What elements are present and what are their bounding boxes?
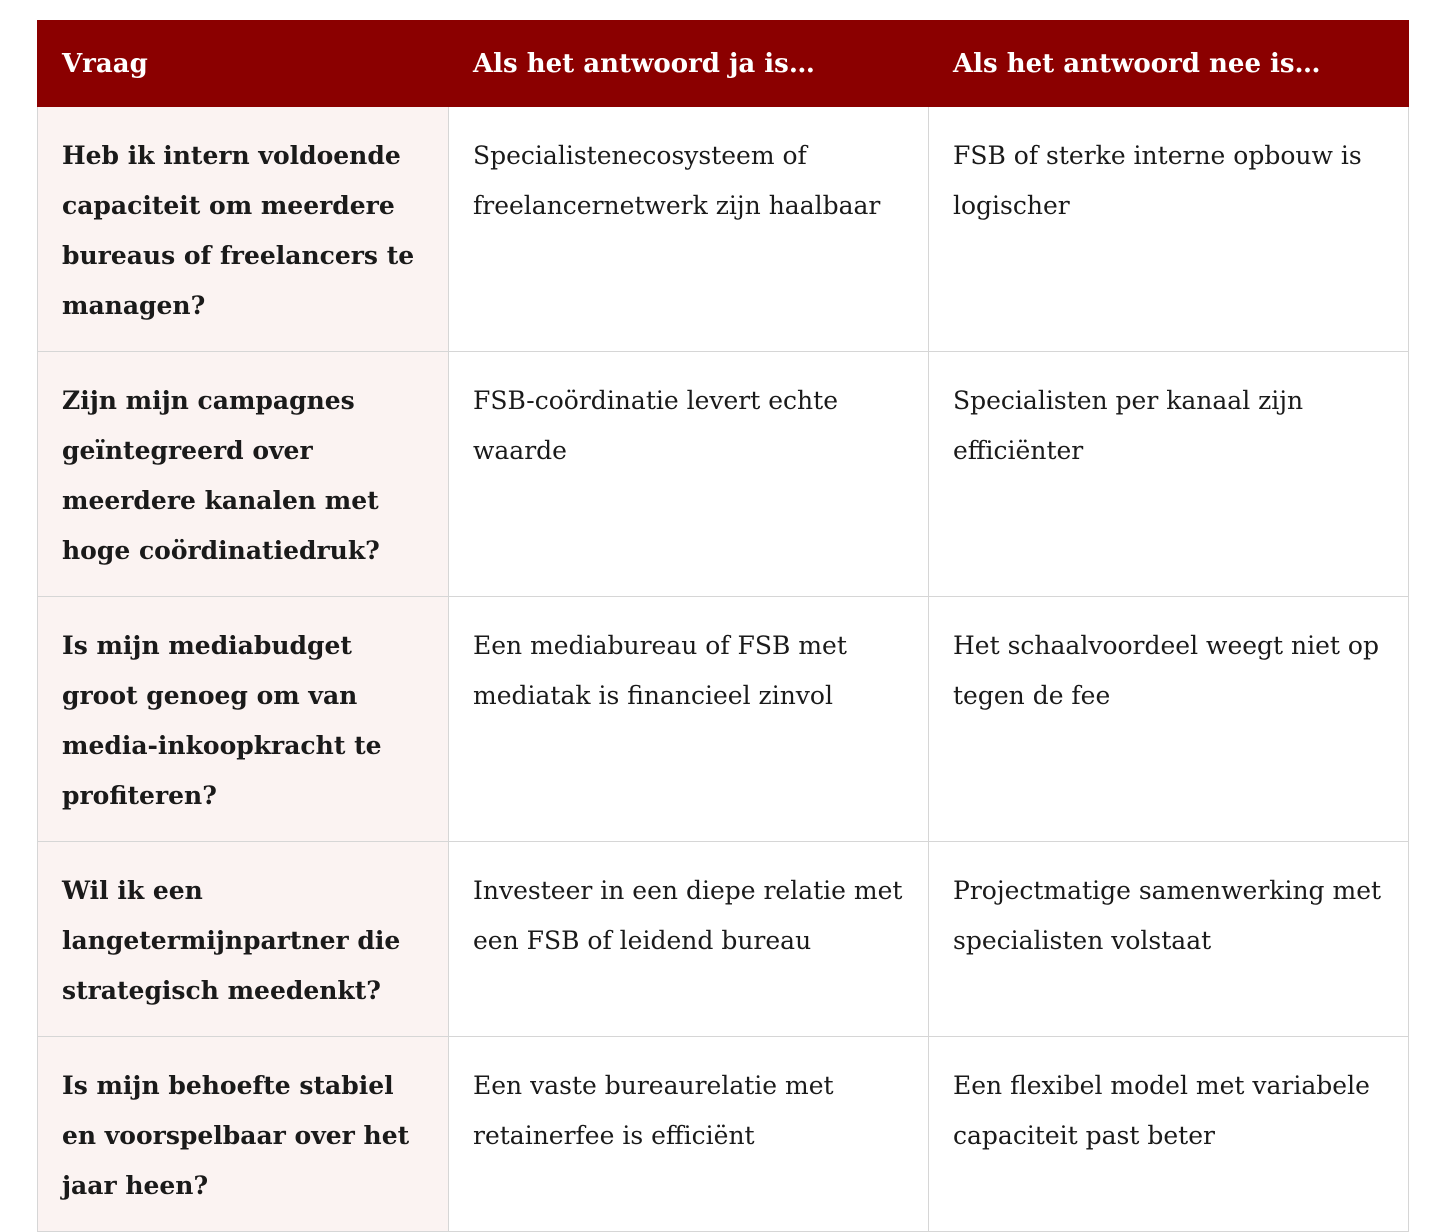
- question-cell: Is mijn behoefte stabiel en voorspelbaar over het jaar heen?: [38, 1037, 449, 1232]
- question-cell: Wil ik een langetermijnpartner die strategisch meedenkt?: [38, 842, 449, 1037]
- table-row: [38, 107, 1409, 352]
- header-question: Vraag: [38, 21, 449, 107]
- answer-no-cell: Het schaalvoordeel weegt niet op tegen de fee: [929, 597, 1409, 842]
- table-body: [38, 107, 1409, 1232]
- table-row: [38, 352, 1409, 597]
- question-cell: Zijn mijn campagnes geïntegreerd over meerdere kanalen met hoge coördinatiedruk?: [38, 352, 449, 597]
- decision-table: [37, 20, 1409, 1232]
- answer-no-cell: Projectmatige samenwerking met specialisten volstaat: [929, 842, 1409, 1037]
- decision-table-container: [37, 20, 1408, 1232]
- header-answer-yes: Als het antwoord ja is…: [449, 21, 929, 107]
- question-cell: Is mijn mediabudget groot genoeg om van media-inkoopkracht te profiteren?: [38, 597, 449, 842]
- answer-yes-cell: Investeer in een diepe relatie met een FSB of leidend bureau: [449, 842, 929, 1037]
- table-row: [38, 1037, 1409, 1232]
- header-answer-no: Als het antwoord nee is…: [929, 21, 1409, 107]
- table-row: [38, 597, 1409, 842]
- answer-yes-cell: FSB-coördinatie levert echte waarde: [449, 352, 929, 597]
- answer-yes-cell: Een vaste bureaurelatie met retainerfee is efficiënt: [449, 1037, 929, 1232]
- answer-no-cell: Specialisten per kanaal zijn efficiënter: [929, 352, 1409, 597]
- table-row: [38, 842, 1409, 1037]
- answer-yes-cell: Een mediabureau of FSB met mediatak is financieel zinvol: [449, 597, 929, 842]
- answer-no-cell: FSB of sterke interne opbouw is logischer: [929, 107, 1409, 352]
- table-header: [38, 21, 1409, 107]
- answer-yes-cell: Specialistenecosysteem of freelancernetwerk zijn haalbaar: [449, 107, 929, 352]
- answer-no-cell: Een flexibel model met variabele capaciteit past beter: [929, 1037, 1409, 1232]
- question-cell: Heb ik intern voldoende capaciteit om meerdere bureaus of freelancers te managen?: [38, 107, 449, 352]
- header-row: [38, 21, 1409, 107]
